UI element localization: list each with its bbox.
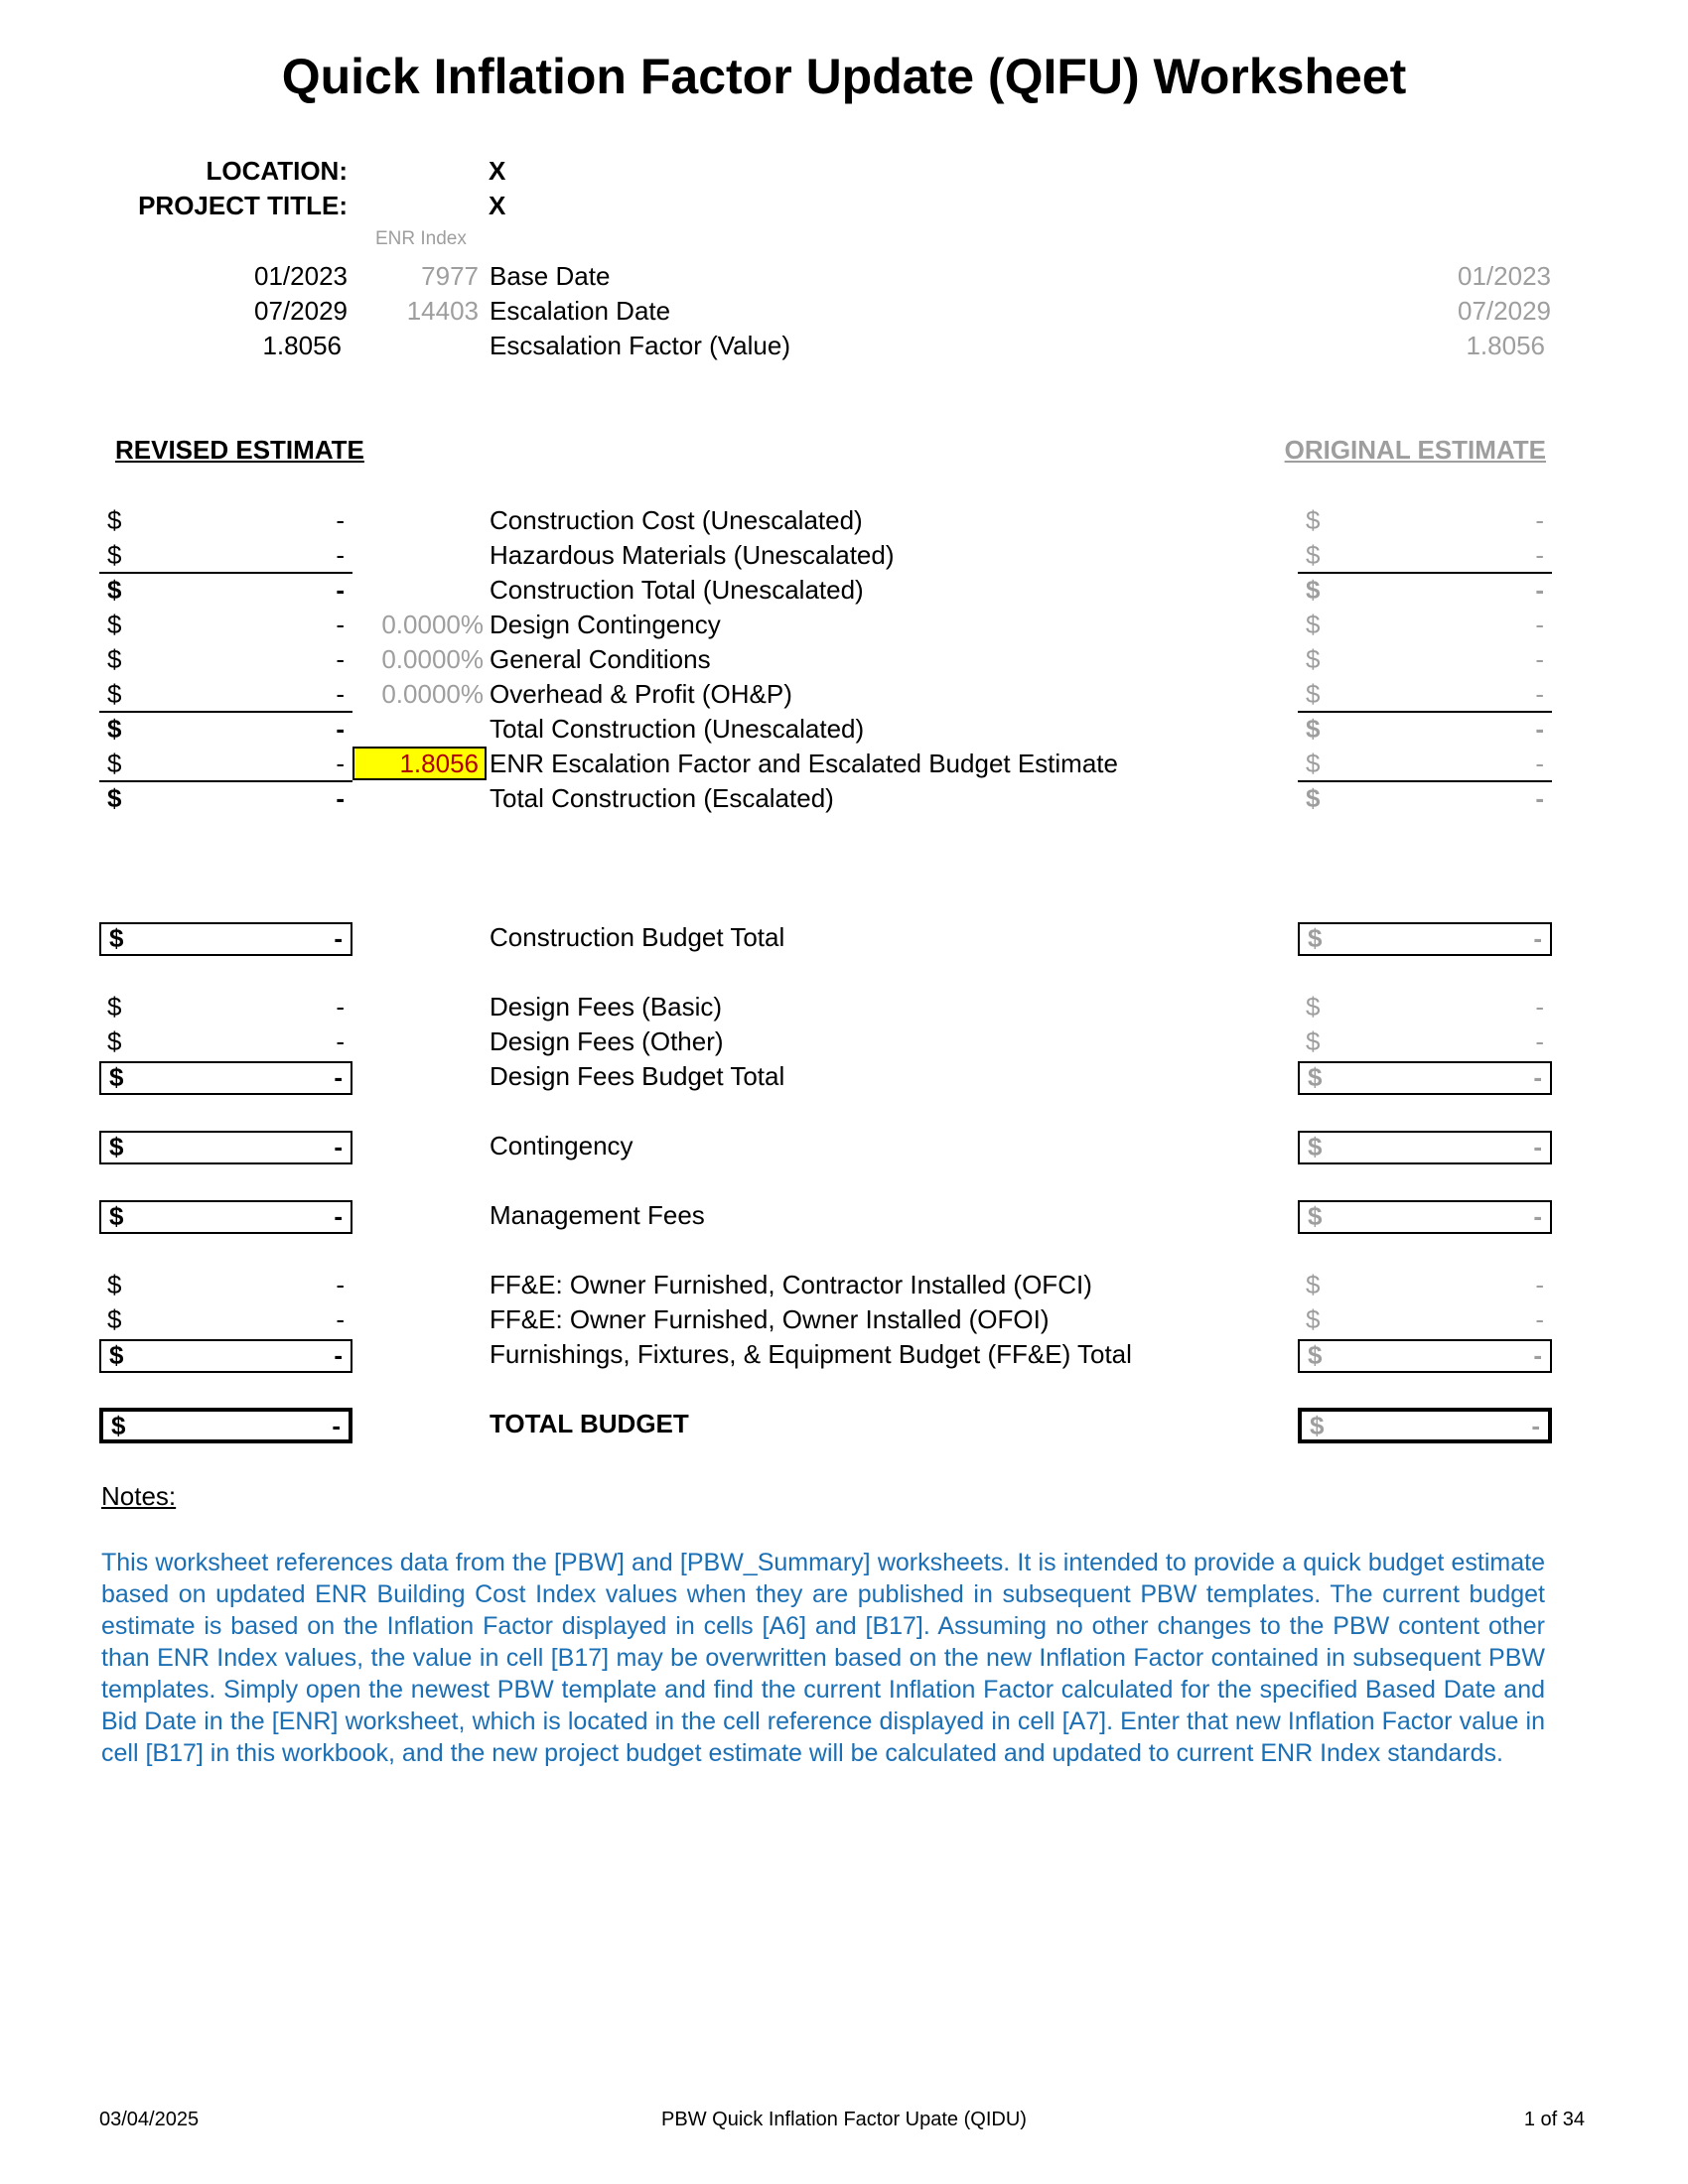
location-value[interactable]: X [489,156,506,186]
original-general-conditions: $ - [1306,644,1544,674]
revised-contingency: $ - [99,1131,352,1164]
revised-management-fees: $ - [99,1200,352,1234]
row-design-contingency: Design Contingency [490,610,721,639]
original-hazardous-materials: $ - [1298,540,1552,574]
location-label: LOCATION: [206,156,348,186]
revised-design-contingency: $ - [107,610,345,639]
row-total-construction-unescalated: Total Construction (Unescalated) [490,714,865,744]
original-total-construction-unescalated: $ - [1306,714,1544,744]
base-enr-index: 7977 [421,261,479,291]
revised-ohp: $ - [99,679,352,713]
revised-construction-cost: $ - [107,505,345,535]
row-ohp: Overhead & Profit (OH&P) [490,679,792,709]
escalation-date-label: Escalation Date [490,296,671,326]
escalation-date[interactable]: 07/2029 [254,296,348,326]
project-title-value[interactable]: X [489,191,506,220]
row-design-fees-other: Design Fees (Other) [490,1026,724,1056]
enr-factor-input[interactable]: 1.8056 [352,747,487,780]
revised-ffe-ofoi: $ - [107,1304,345,1334]
original-total-construction-escalated: $ - [1306,783,1544,813]
original-estimate-heading: ORIGINAL ESTIMATE [1284,435,1546,465]
base-date-label: Base Date [490,261,611,291]
revised-construction-budget-total: $ - [99,922,352,956]
original-ohp: $ - [1298,679,1552,713]
original-design-fees-basic: $ - [1306,992,1544,1022]
row-hazardous-materials: Hazardous Materials (Unescalated) [490,540,895,570]
revised-design-fees-other: $ - [107,1026,345,1056]
footer-title: PBW Quick Inflation Factor Upate (QIDU) [661,2109,1027,2130]
revised-general-conditions: $ - [107,644,345,674]
original-management-fees: $ - [1298,1200,1552,1234]
revised-hazardous-materials: $ - [99,540,352,574]
escalation-factor-label: Escsalation Factor (Value) [490,331,790,360]
row-ffe-total: Furnishings, Fixtures, & Equipment Budget (FF&E) Total [490,1339,1132,1369]
revised-construction-total: $ - [107,575,345,605]
revised-ffe-ofci: $ - [107,1270,345,1299]
original-construction-cost: $ - [1306,505,1544,535]
row-construction-total: Construction Total (Unescalated) [490,575,864,605]
page-title: Quick Inflation Factor Update (QIFU) Worksheet [281,49,1407,104]
row-ffe-ofoi: FF&E: Owner Furnished, Owner Installed (OFOI) [490,1304,1050,1334]
base-date[interactable]: 01/2023 [254,261,348,291]
row-design-fees-basic: Design Fees (Basic) [490,992,723,1022]
design-contingency-percent: 0.0000% [381,610,484,639]
revised-total-construction-escalated: $ - [107,783,345,813]
revised-design-fees-basic: $ - [107,992,345,1022]
revised-total-construction-unescalated: $ - [107,714,345,744]
ohp-percent: 0.0000% [381,679,484,709]
original-design-fees-other: $ - [1306,1026,1544,1056]
escalation-enr-index: 14403 [406,296,479,326]
revised-estimate-heading: REVISED ESTIMATE [115,435,364,465]
revised-ffe-total: $ - [99,1339,352,1373]
row-ffe-ofci: FF&E: Owner Furnished, Contractor Installed (OFCI) [490,1270,1092,1299]
footer-page-number: 1 of 34 [1523,2109,1585,2130]
original-escalation-factor: 1.8056 [1466,331,1545,360]
original-design-contingency: $ - [1306,610,1544,639]
original-design-fees-total: $ - [1298,1061,1552,1095]
original-escalation-date: 07/2029 [1458,296,1551,326]
escalation-factor-value: 1.8056 [262,331,342,360]
original-construction-total: $ - [1306,575,1544,605]
notes-label: Notes: [101,1481,177,1511]
row-construction-cost: Construction Cost (Unescalated) [490,505,863,535]
original-total-budget: $ - [1298,1408,1552,1443]
original-base-date: 01/2023 [1458,261,1551,291]
notes-text: This worksheet references data from the [PBW] and [PBW_Summary] worksheets. It is intended to provide a quick budget estimate based on updated ENR Building Cost Index values when they are published in subsequent PBW templates. The current budget estimate is based on the Inflation Factor displayed in cells [A6] and [B17]. Assuming no other changes to the PBW content other than ENR Index values, the value in cell [B17] may be overwritten based on the new Inflation Factor contained in subsequent PBW templates. Simply open the newest PBW template and find the current Inflation Factor calculated for the specified Based Date and Bid Date in the [ENR] worksheet, which is located in the cell reference displayed in cell [A7]. Enter that new Inflation Factor value in cell [B17] in this workbook, and the new project budget estimate will be calculated and updated to current ENR Index standards. [101,1549,1545,1767]
general-conditions-percent: 0.0000% [381,644,484,674]
revised-escalated-budget: $ - [99,749,352,782]
original-construction-budget-total: $ - [1298,922,1552,956]
revised-design-fees-total: $ - [99,1061,352,1095]
footer-date: 03/04/2025 [99,2109,200,2130]
row-general-conditions: General Conditions [490,644,711,674]
row-construction-budget-total: Construction Budget Total [490,922,785,952]
project-title-label: PROJECT TITLE: [138,191,348,220]
row-total-construction-escalated: Total Construction (Escalated) [490,783,834,813]
enr-index-caption: ENR Index [375,228,467,249]
row-design-fees-total: Design Fees Budget Total [490,1061,785,1091]
row-total-budget: TOTAL BUDGET [490,1409,689,1438]
row-enr-factor: ENR Escalation Factor and Escalated Budget Estimate [490,749,1118,778]
original-contingency: $ - [1298,1131,1552,1164]
row-contingency: Contingency [490,1131,633,1160]
original-ffe-total: $ - [1298,1339,1552,1373]
original-ffe-ofoi: $ - [1306,1304,1544,1334]
revised-total-budget: $ - [99,1408,352,1443]
row-management-fees: Management Fees [490,1200,705,1230]
original-ffe-ofci: $ - [1306,1270,1544,1299]
original-escalated-budget: $ - [1298,749,1552,782]
